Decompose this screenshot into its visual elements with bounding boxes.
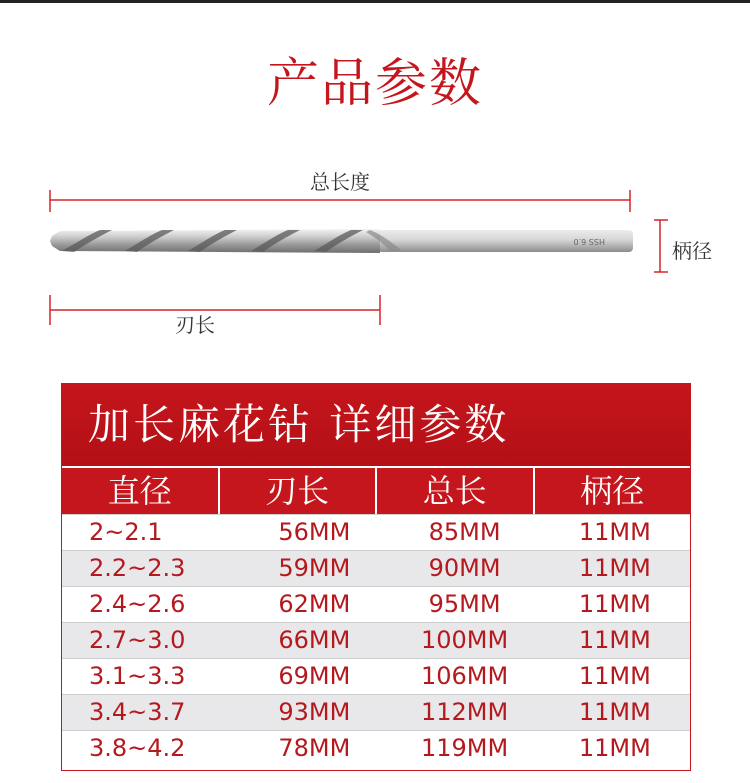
- drill-engraving: HSS 6.0: [573, 237, 605, 246]
- cell-diameter: 3.1~3.3: [89, 662, 186, 690]
- cell-blade-length: 78MM: [278, 734, 351, 762]
- cell-blade-length: 69MM: [278, 662, 351, 690]
- table-row: [62, 514, 690, 550]
- cell-diameter: 2.2~2.3: [89, 554, 186, 582]
- table-title: 加长麻花钻 详细参数: [62, 384, 690, 466]
- cell-total-length: 85MM: [428, 518, 501, 546]
- blade-length-dimension: [50, 295, 380, 325]
- cell-total-length: 95MM: [428, 590, 501, 618]
- table-row: [62, 586, 690, 622]
- shank-dimension: [654, 220, 668, 272]
- cell-shank: 11MM: [578, 518, 651, 546]
- cell-diameter: 3.4~3.7: [89, 698, 186, 726]
- cell-total-length: 119MM: [421, 734, 509, 762]
- header-blade-length: 刃长: [220, 468, 378, 514]
- cell-shank: 11MM: [578, 554, 651, 582]
- cell-total-length: 106MM: [421, 662, 509, 690]
- shank-label: 柄径: [672, 239, 712, 263]
- table-row: [62, 550, 690, 586]
- cell-total-length: 100MM: [421, 626, 509, 654]
- header-total-length: 总长: [377, 468, 535, 514]
- cell-diameter: 2.7~3.0: [89, 626, 186, 654]
- table-row: [62, 694, 690, 730]
- cell-shank: 11MM: [578, 734, 651, 762]
- drill-diagram: [0, 150, 750, 350]
- cell-blade-length: 62MM: [278, 590, 351, 618]
- table-header-row: [62, 466, 690, 514]
- blade-length-label: 刃长: [175, 313, 215, 337]
- table-row: [62, 622, 690, 658]
- cell-shank: 11MM: [578, 590, 651, 618]
- top-border: [0, 0, 750, 3]
- table-row: [62, 658, 690, 694]
- cell-diameter: 2.4~2.6: [89, 590, 186, 618]
- drill-bit-illustration: [0, 150, 750, 350]
- page-title: 产品参数: [266, 54, 483, 114]
- header-diameter: 直径: [62, 468, 220, 514]
- cell-blade-length: 93MM: [278, 698, 351, 726]
- cell-blade-length: 59MM: [278, 554, 351, 582]
- spec-table: [61, 383, 691, 771]
- header-shank: 柄径: [580, 472, 645, 510]
- drill-body: [50, 229, 633, 253]
- cell-shank: 11MM: [578, 626, 651, 654]
- cell-shank: 11MM: [578, 698, 651, 726]
- cell-total-length: 112MM: [421, 698, 509, 726]
- cell-diameter: 3.8~4.2: [89, 734, 186, 762]
- cell-total-length: 90MM: [428, 554, 501, 582]
- table-row: [62, 730, 690, 766]
- cell-shank: 11MM: [578, 662, 651, 690]
- cell-diameter: 2~2.1: [89, 518, 163, 546]
- cell-blade-length: 56MM: [278, 518, 351, 546]
- total-length-label: 总长度: [310, 170, 370, 194]
- cell-blade-length: 66MM: [278, 626, 351, 654]
